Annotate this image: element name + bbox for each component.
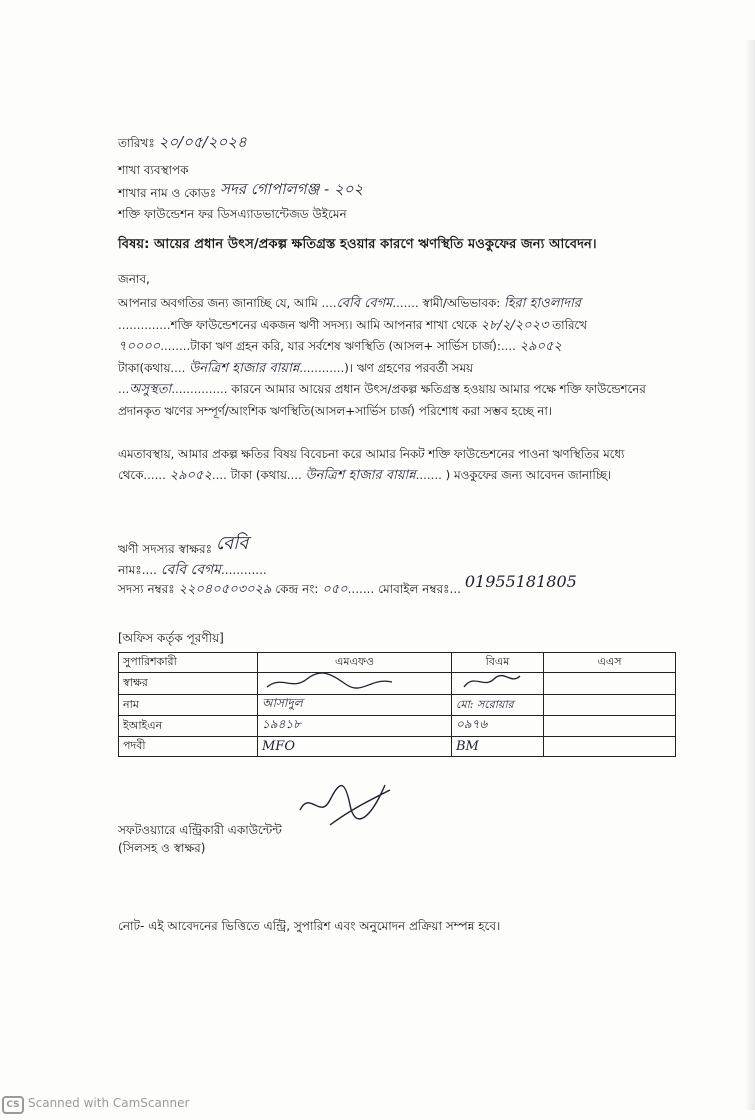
mobile-label: মোবাইল নম্বরঃ bbox=[378, 582, 450, 596]
salutation: জনাব, bbox=[118, 272, 150, 286]
center-label: কেন্দ্র নং: bbox=[275, 582, 319, 596]
row-label-ein: ইআইএন bbox=[119, 716, 258, 737]
reason-filled: অসুস্থতা bbox=[129, 382, 172, 397]
p1-text-g: )। ঋণ গ্রহণের পরবর্তী সময় bbox=[344, 360, 473, 375]
p1-text-f: টাকা(কথায় bbox=[118, 360, 171, 375]
member-id-label: সদস্য নম্বরঃ bbox=[118, 582, 175, 596]
note-line: নোট- এই আবেদনের ভিত্তিতে এন্ট্রি, সুপারিশ এবং অনুমোদন প্রক্রিয়া সম্পন্ন হবে। bbox=[118, 919, 501, 933]
mobile-value: 01955181805 bbox=[464, 572, 577, 591]
table-header-row bbox=[119, 653, 676, 673]
member-signature-line bbox=[118, 533, 249, 557]
bm-name: মো: সরোয়ার bbox=[452, 695, 544, 716]
waiver-words-filled: উনত্রিশ হাজার বায়ান্ন bbox=[305, 467, 416, 483]
p2-text-a: এমতাবস্থায়, আমার প্রকল্প ক্ষতির বিষয় বিবেচনা করে আমার নিকট শক্তি ফাউন্ডেশনের পাওনা ঋণস্থিতির মধ্যে থেকে bbox=[118, 447, 625, 482]
watermark-text: Scanned with CamScanner bbox=[28, 1096, 190, 1110]
table-row bbox=[119, 695, 676, 716]
member-id-line: সদস্য নম্বরঃ ২২০৪০৫০৩০২৯ কেন্দ্র নং: ০৫০....... মোবাইল নম্বরঃ... 01955181805 bbox=[118, 572, 577, 597]
row-label-name: নাম bbox=[119, 695, 258, 716]
branch-line bbox=[118, 180, 364, 201]
p2-text-b: টাকা (কথায় bbox=[230, 467, 287, 482]
p1-text-e: টাকা ঋণ গ্রহন করি, যার সর্বশেষ ঋণস্থিতি (আসল+ সার্ভিস চার্জ): bbox=[190, 339, 501, 353]
branch-value: সদর গোপালগঞ্জ - ২০২ bbox=[219, 180, 364, 198]
p2-text-c: ) মওকুফের জন্য আবেদন জানাচ্ছি। bbox=[445, 467, 612, 482]
mfo-designation: MFO bbox=[258, 737, 452, 757]
as-ein bbox=[544, 716, 676, 737]
branch-label: শাখার নাম ও কোডঃ bbox=[118, 186, 217, 200]
header-mfo: এমএফও bbox=[258, 653, 452, 673]
balance-filled: ২৯০৫২ bbox=[519, 339, 562, 354]
recipient-title: শাখা ব্যবস্থাপক bbox=[118, 163, 189, 177]
header-as: এএস bbox=[544, 653, 676, 673]
center-value: ০৫০ bbox=[322, 582, 348, 597]
mfo-signature-mark bbox=[262, 673, 422, 691]
member-name-value: বেবি বেগম bbox=[160, 562, 221, 578]
accountant-signature bbox=[290, 770, 400, 840]
bm-signature bbox=[452, 673, 544, 695]
loan-amount-filled: ৭০০০০ bbox=[118, 339, 161, 354]
bm-signature-mark bbox=[456, 673, 526, 691]
member-name-line: নামঃ.... বেবি বেগম............ bbox=[118, 562, 267, 578]
p1-text-a: আপনার অবগতির জন্য জানাচ্ছি যে, আমি bbox=[118, 296, 318, 310]
header-recommender: সুপারিশকারী bbox=[119, 653, 258, 673]
date-label: তারিখঃ bbox=[118, 136, 155, 150]
date-value: ২০/০৫/২০২৪ bbox=[158, 133, 247, 151]
header-bm: বিএম bbox=[452, 653, 544, 673]
table-row bbox=[119, 737, 676, 757]
mfo-ein: ১৯৪১৮ bbox=[258, 716, 452, 737]
as-name bbox=[544, 695, 676, 716]
member-signature: বেবি bbox=[215, 533, 249, 554]
scanner-watermark bbox=[2, 1096, 189, 1114]
table-row bbox=[119, 716, 676, 737]
as-signature bbox=[544, 673, 676, 695]
mfo-signature bbox=[258, 673, 452, 695]
accountant-seal-note: (সিলসহ ও স্বাক্ষর) bbox=[118, 841, 206, 855]
office-recommendation-table bbox=[118, 652, 676, 757]
bm-designation: BM bbox=[452, 737, 544, 757]
p1-text-b: স্বামী/অভিভাবক: bbox=[422, 296, 501, 310]
row-label-signature: স্বাক্ষর bbox=[119, 673, 258, 695]
p1-text-h: কারনে আমার আয়ের প্রধান উৎস/প্রকল্প ক্ষতিগ্রস্ত হওয়ায় আমার পক্ষে শক্তি ফাউন্ডেশনের প্রদানকৃত ঋণের সম্পূর্ণ/আংশিক ঋণস্থিতি(আসল+সার্ভিস চার্জ) পরিশোধ করা সম্ভব হচ্ছে না। bbox=[118, 382, 646, 418]
bm-ein: ০৯৭৬ bbox=[452, 716, 544, 737]
balance-words-filled: উনত্রিশ হাজার বায়ান্ন bbox=[189, 360, 300, 376]
camscanner-logo-icon: CS bbox=[2, 1096, 24, 1114]
as-designation bbox=[544, 737, 676, 757]
member-name-label: নামঃ bbox=[118, 563, 142, 577]
date-line bbox=[118, 134, 247, 151]
p1-text-c: শক্তি ফাউন্ডেশনের একজন ঋণী সদস্য। আমি আপনার শাখা থেকে bbox=[170, 317, 477, 332]
accountant-title: সফটওয়্যারে এন্ট্রিকারী একাউন্টেন্ট bbox=[118, 823, 282, 837]
loan-date-filled: ২৮/২/২০২৩ bbox=[480, 317, 549, 333]
row-label-designation: পদবী bbox=[119, 737, 258, 757]
p1-text-d: তারিখে bbox=[552, 317, 587, 332]
subject-line: বিষয়: আয়ের প্রধান উৎস/প্রকল্প ক্ষতিগ্রস্ত হওয়ার কারণে ঋণস্থিতি মওকুফের জন্য আবেদন। bbox=[118, 237, 597, 252]
office-section-title: [অফিস কর্তৃক পূরণীয়] bbox=[118, 631, 224, 645]
table-row bbox=[119, 673, 676, 695]
paragraph-1: আপনার অবগতির জন্য জানাচ্ছি যে, আমি ....বেবি বেগম....... স্বামী/অভিভাবক: হিরা হাওলাদার ..............শক্তি ফাউন্ডেশনের একজন ঋণী সদস্য। আমি আপনার শাখা থেকে ২৮/২/২০২৩ তারিখে ৭০০০০........টাকা ঋণ গ্রহন করি, যার সর্বশেষ ঋণস্থিতি (আসল+ সার্ভিস চার্জ):.... ২৯০৫২ টাকা(কথায়.... উনত্রিশ হাজার বায়ান্ন............)। ঋণ গ্রহণের পরবর্তী সময় ...অসুস্থতা............... কারনে আমার আয়ের প্রধান উৎস/প্রকল্প ক্ষতিগ্রস্ত হওয়ায় আমার পক্ষে শক্তি ফাউন্ডেশনের প্রদানকৃত ঋণের সম্পূর্ণ/আংশিক ঋণস্থিতি(আসল+সার্ভিস চার্জ) পরিশোধ করা সম্ভব হচ্ছে না। bbox=[118, 296, 646, 418]
member-id-value: ২২০৪০৫০৩০২৯ bbox=[178, 582, 272, 597]
organization-name: শক্তি ফাউন্ডেশন ফর ডিসএ্যাডভান্টেজড উইমেন bbox=[118, 207, 347, 221]
member-signature-label: ঋণী সদস্যর স্বাক্ষরঃ bbox=[118, 542, 212, 556]
paragraph-2: এমতাবস্থায়, আমার প্রকল্প ক্ষতির বিষয় বিবেচনা করে আমার নিকট শক্তি ফাউন্ডেশনের পাওনা ঋণস্থিতির মধ্যে থেকে...... ২৯০৫২.... টাকা (কথায়.... উনত্রিশ হাজার বায়ান্ন....... ) মওকুফের জন্য আবেদন জানাচ্ছি। bbox=[118, 447, 625, 483]
waiver-amount-filled: ২৯০৫২ bbox=[169, 467, 212, 483]
guardian-filled: হিরা হাওলাদার bbox=[503, 296, 581, 311]
scan-edge-shadow bbox=[745, 40, 755, 1110]
member-name-filled: বেবি বেগম bbox=[336, 296, 393, 311]
mfo-name: আসাদুল bbox=[258, 695, 452, 716]
